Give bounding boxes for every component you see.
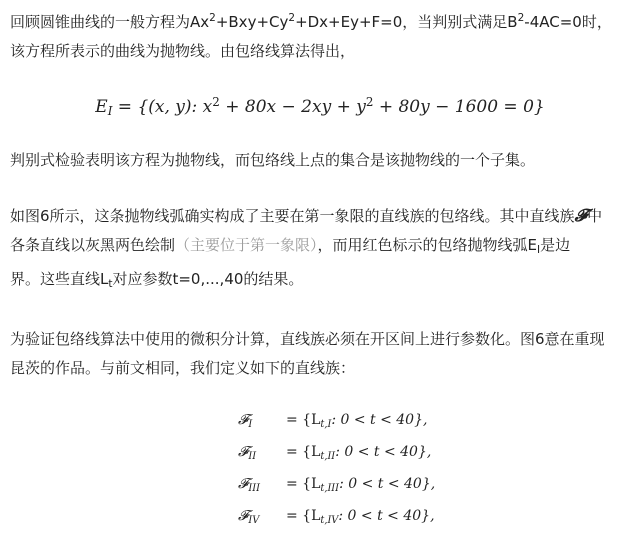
text-span: 如图6所示，这条抛物线弧确实构成了主要在第一象限的直线族的包络线。其中直线族: [10, 207, 575, 225]
text-span: 界。这些直线L: [10, 270, 109, 288]
text-span: 各条直线以灰黑两色绘制: [10, 236, 176, 254]
text-span: 回顾圆锥曲线的一般方程为Ax: [10, 13, 210, 31]
paragraph-figure6: [10, 202, 630, 299]
superscript: 2: [212, 95, 220, 109]
script-f-symbol: 𝓕: [574, 206, 588, 226]
paragraph-line: 为验证包络线算法中使用的微积分计算，直线族必须在开区间上进行参数化。图6意在重现: [10, 330, 605, 348]
paragraph-line: [10, 4, 630, 37]
set-text: : 0 < t < 40},: [338, 508, 435, 524]
set-text: : 0 < t < 40},: [335, 444, 432, 460]
superscript: 2: [288, 12, 296, 24]
text-span: +Bxy+Cy: [215, 13, 289, 31]
paragraph-line: 判别式检验表明该方程为抛物线，而包络线上点的集合是该抛物线的一个子集。: [10, 151, 536, 169]
superscript: 2: [517, 12, 525, 24]
paragraph-line: [10, 265, 630, 299]
gray-note: （主要位于第一象限）: [175, 236, 318, 254]
paragraph-parametrize: [10, 325, 630, 383]
equation-text: + 80x − 2xy + y: [219, 97, 366, 117]
paragraph-line: [10, 231, 630, 265]
subscript: t: [108, 278, 113, 290]
text-span: +Dx+Ey+F=0，当判别式满足B: [295, 13, 518, 31]
set-text: = {L: [286, 412, 321, 428]
family-set: [286, 500, 435, 537]
superscript: 2: [365, 95, 374, 109]
superscript: 2: [209, 12, 216, 24]
family-equation-row: [238, 436, 435, 468]
set-text: = {L: [286, 508, 321, 524]
paragraph-line: [10, 202, 630, 231]
family-equation-row: [238, 500, 435, 532]
subscript: II: [248, 451, 257, 462]
subscript: t,I: [320, 419, 332, 430]
subscript: t,II: [320, 451, 336, 462]
paragraph-conic-intro: [10, 4, 630, 66]
text-span: ，而用红色标示的包络抛物线弧E: [317, 236, 538, 254]
subscript: I: [248, 419, 253, 430]
equation-lhs: E: [95, 97, 108, 117]
text-span: 是边: [540, 236, 571, 254]
script-f-symbol: 𝓕: [238, 476, 249, 492]
set-text: = {L: [286, 444, 321, 460]
envelope-equation: [0, 88, 640, 125]
paragraph-line: 昆茨的作品。与前文相同，我们定义如下的直线族：: [10, 359, 356, 377]
set-text: : 0 < t < 40},: [331, 412, 428, 428]
subscript: III: [248, 483, 260, 494]
family-equation-row: [238, 468, 435, 500]
set-text: : 0 < t < 40},: [339, 476, 436, 492]
subscript: IV: [248, 515, 260, 526]
set-text: = {L: [286, 476, 321, 492]
text-span: 中: [587, 207, 603, 225]
equation-text: = {(x, y): x: [112, 97, 213, 117]
paragraph-discriminant: [10, 146, 630, 175]
line-family-definitions: [238, 404, 435, 532]
family-symbol: [238, 500, 286, 537]
text-span: -4AC=0时，: [524, 13, 612, 31]
script-f-symbol: 𝓕: [238, 412, 249, 428]
script-f-symbol: 𝓕: [238, 444, 249, 460]
text-span: 对应参数t=0,...,40的结果。: [112, 270, 304, 288]
subscript: t,III: [320, 483, 340, 494]
equation-text: + 80y − 1600 = 0}: [373, 97, 545, 117]
family-equation-row: [238, 404, 435, 436]
subscript: I: [537, 244, 541, 256]
equation-subscript: I: [107, 104, 113, 118]
paragraph-line: 该方程所表示的曲线为抛物线。由包络线算法得出，: [10, 42, 356, 60]
subscript: t,IV: [320, 515, 339, 526]
script-f-symbol: 𝓕: [238, 508, 249, 524]
